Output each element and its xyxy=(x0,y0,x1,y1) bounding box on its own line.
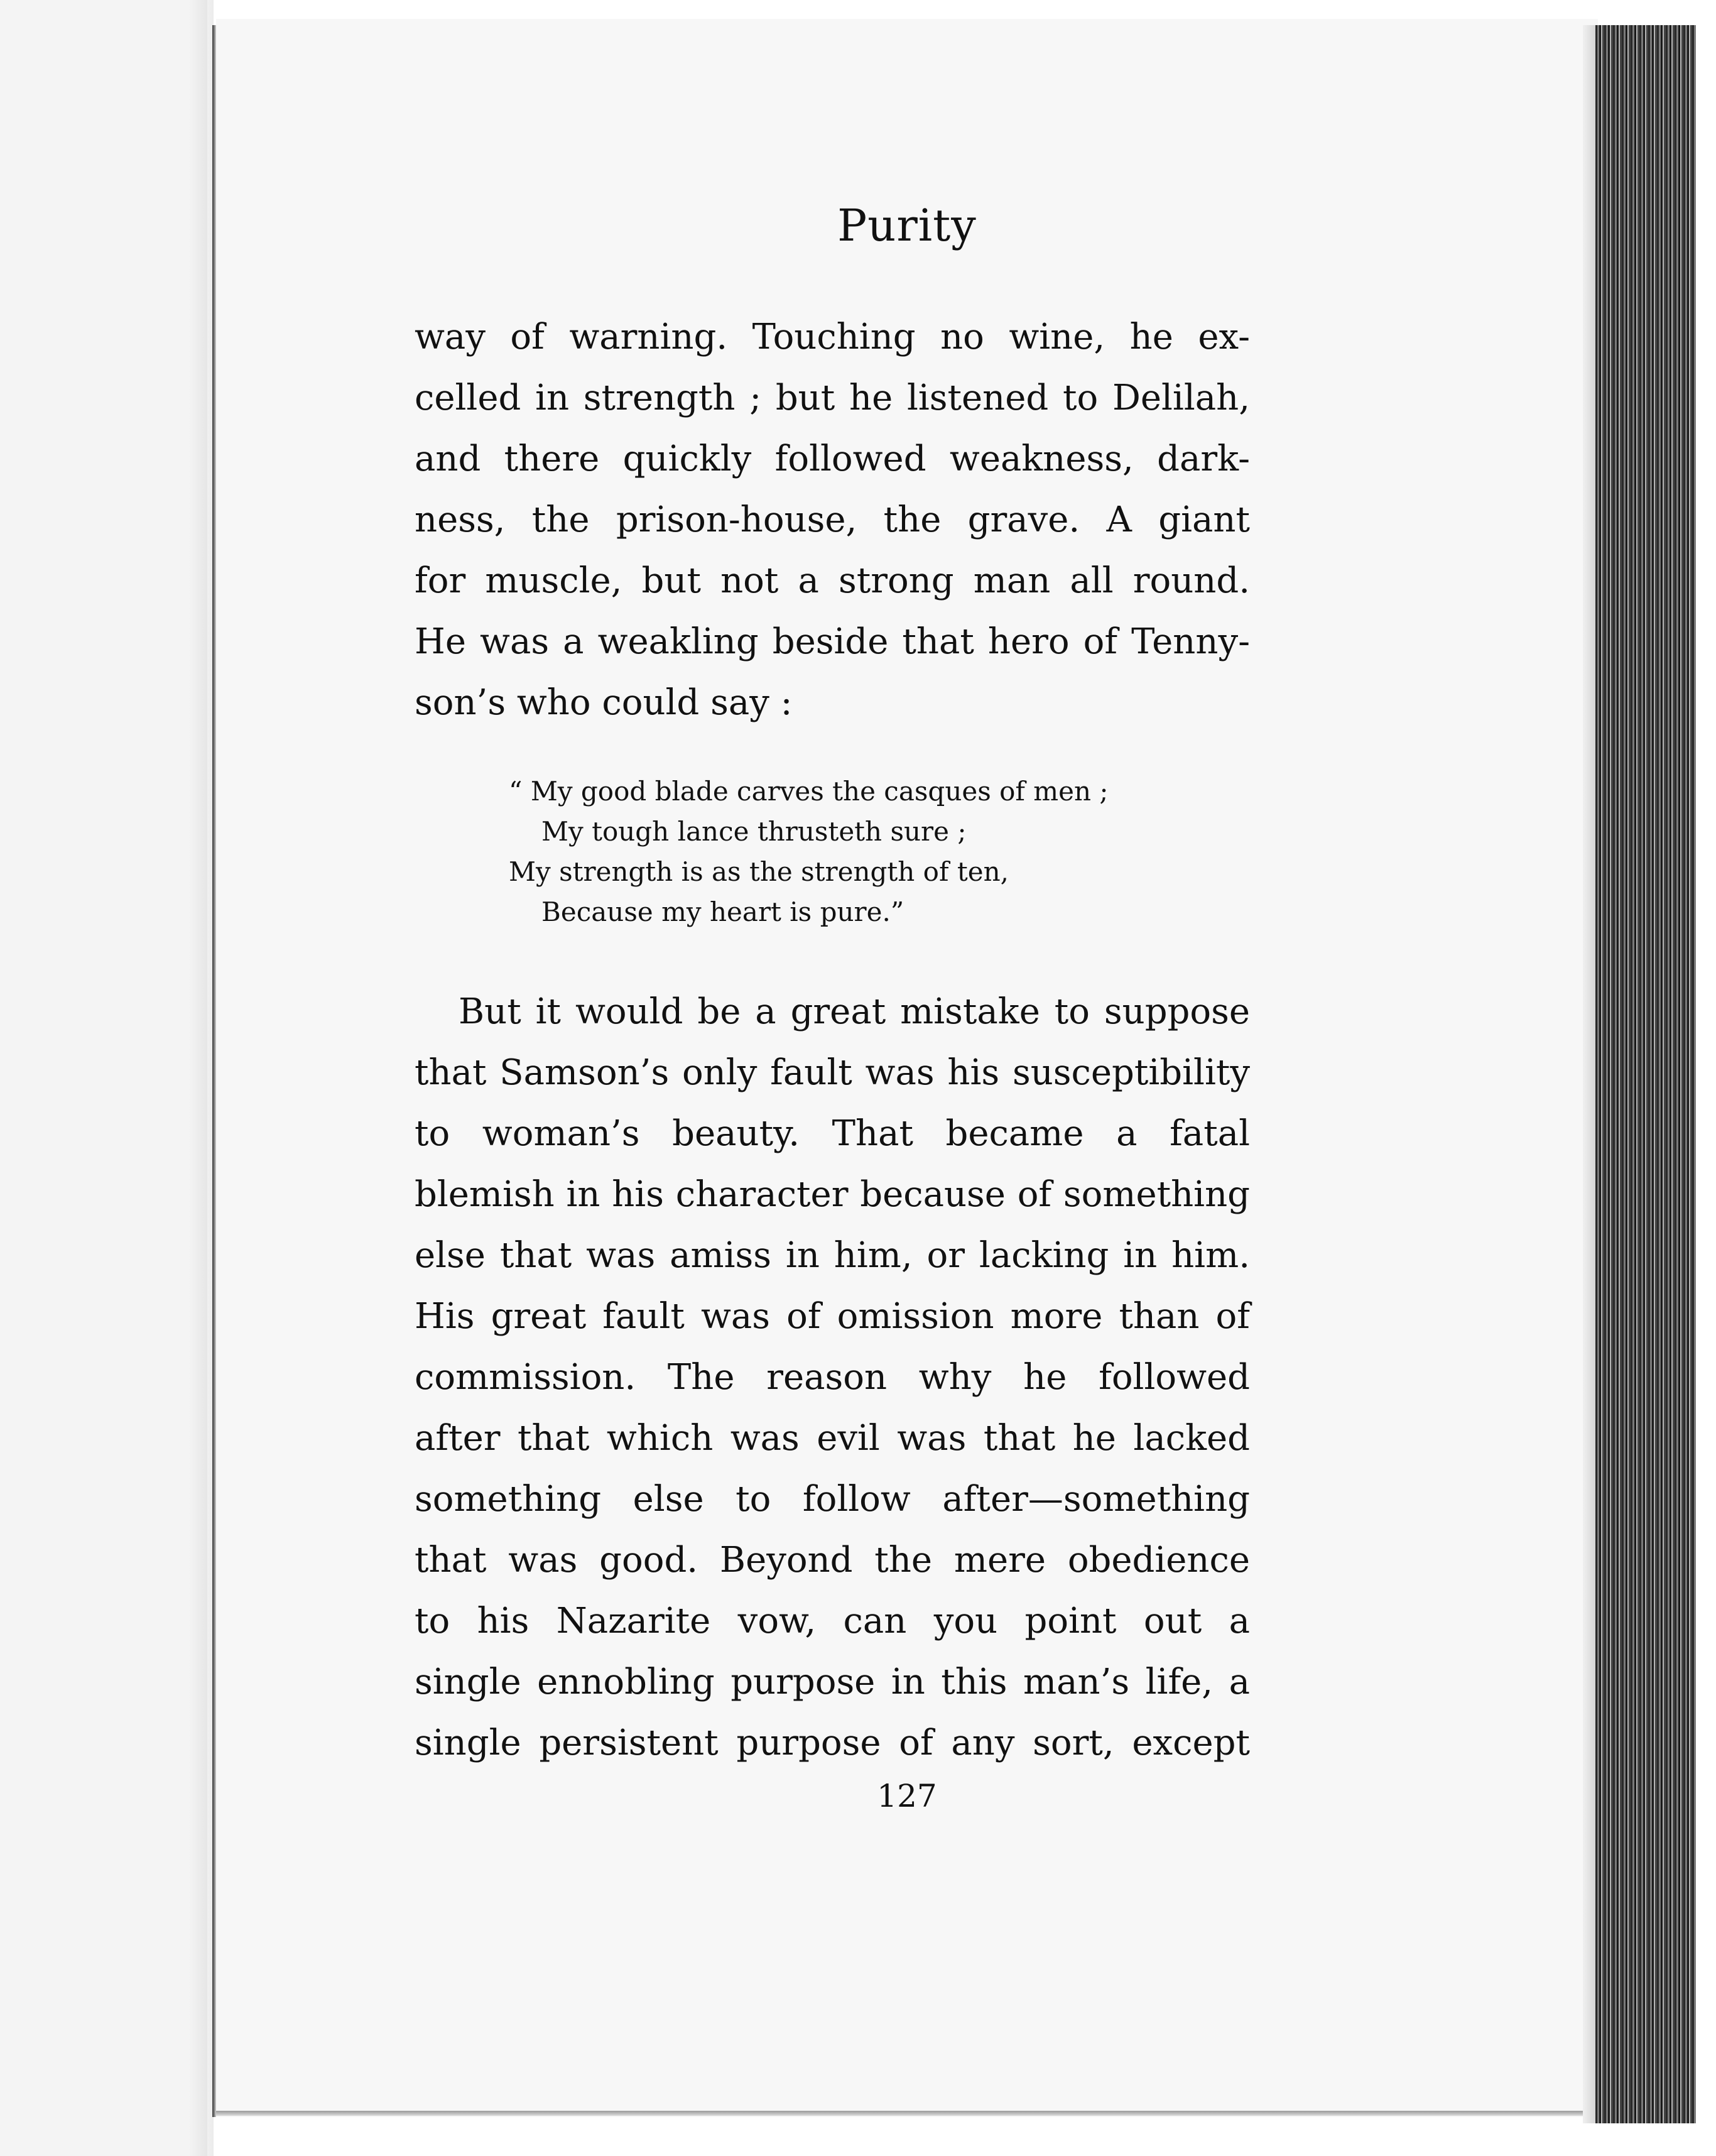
page-number: 127 xyxy=(877,1778,937,1814)
text-line: to woman’s beauty. That became a fatal xyxy=(415,1113,1250,1154)
text-line: way of warning. Touching no wine, he ex- xyxy=(415,317,1250,357)
running-head: Purity xyxy=(837,200,977,251)
page-bottom-edge xyxy=(216,2111,1617,2116)
text-line: commission. The reason why he followed xyxy=(415,1357,1250,1398)
text-line: something else to follow after—something xyxy=(415,1479,1250,1520)
paragraph-1 xyxy=(415,307,1250,733)
text-line: that was good. Beyond the mere obedience xyxy=(415,1540,1250,1581)
gutter-shadow xyxy=(188,0,214,2156)
text-line: single persistent purpose of any sort, except xyxy=(415,1723,1250,1763)
text-line: else that was amiss in him, or lacking in him. xyxy=(415,1235,1250,1276)
verse-line: Because my heart is pure.” xyxy=(541,896,904,927)
text-line: after that which was evil was that he lacked xyxy=(415,1418,1250,1459)
text-line: His great fault was of omission more than of xyxy=(415,1296,1250,1337)
text-line: to his Nazarite vow, can you point out a xyxy=(415,1601,1250,1642)
text-line: ness, the prison-house, the grave. A giant xyxy=(415,499,1250,540)
text-line: son’s who could say : xyxy=(415,682,793,723)
text-line: But it would be a great mistake to suppose xyxy=(459,991,1250,1032)
page-stack xyxy=(1595,25,1702,2123)
verse-line: My tough lance thrusteth sure ; xyxy=(541,816,967,847)
scan-margin xyxy=(1696,0,1716,2156)
text-line: and there quickly followed weakness, dark- xyxy=(415,438,1250,479)
text-line: for muscle, but not a strong man all round. xyxy=(415,560,1250,601)
verse-quote xyxy=(502,771,1193,932)
text-line: single ennobling purpose in this man’s life, a xyxy=(415,1662,1250,1702)
left-page-edge xyxy=(0,0,207,2156)
verse-line: My strength is as the strength of ten, xyxy=(509,856,1009,887)
text-line: that Samson’s only fault was his susceptibility xyxy=(415,1052,1250,1093)
text-line: celled in strength ; but he listened to Delilah, xyxy=(415,378,1250,418)
paragraph-2 xyxy=(415,981,1250,1773)
verse-line: “ My good blade carves the casques of men ; xyxy=(509,776,1109,807)
text-line: blemish in his character because of something xyxy=(415,1174,1250,1215)
text-line: He was a weakling beside that hero of Tenny- xyxy=(415,621,1250,662)
